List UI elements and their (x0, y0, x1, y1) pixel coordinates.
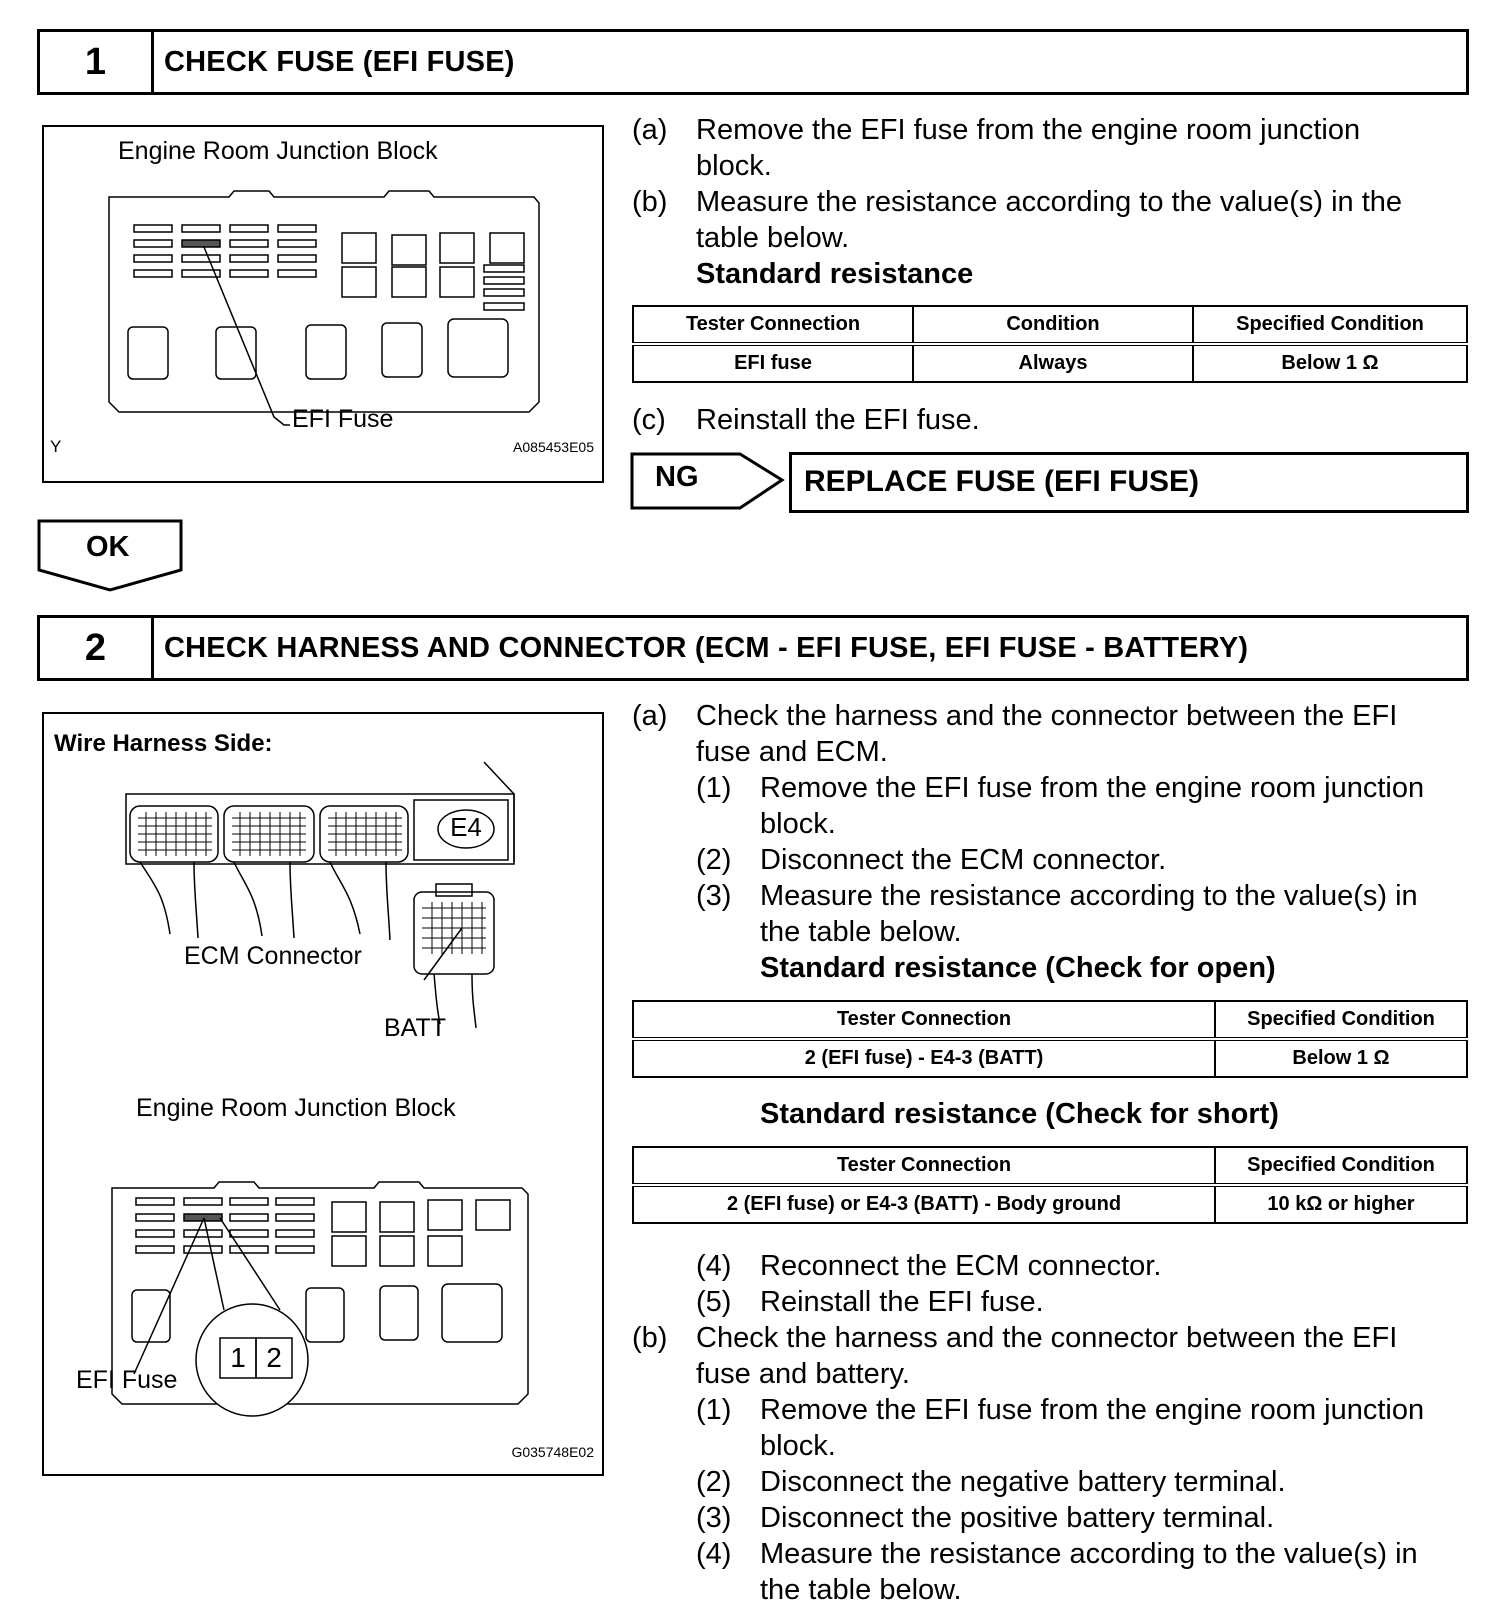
table-header: Tester Connection (633, 1001, 1215, 1039)
table-header: Tester Connection (633, 1147, 1215, 1185)
ng-label: NG (655, 461, 699, 493)
step2-b-sub-3: (3) Disconnect the positive battery terminal. (696, 1502, 1275, 1534)
figure-title: Engine Room Junction Block (118, 137, 438, 165)
ng-arrow (630, 452, 786, 512)
step2-b-sub-1: (1) Remove the EFI fuse from the engine room junction block. (696, 1394, 1425, 1462)
figure-corner-left: Y (50, 437, 62, 456)
table-cell: Always (913, 344, 1193, 382)
step-number: 1 (40, 32, 154, 92)
step2-a-sub-3: (3) Measure the resistance according to the value(s) in the table below. (696, 880, 1418, 948)
open-check-table (632, 1000, 1468, 1078)
wire-harness-heading: Wire Harness Side: (54, 730, 273, 757)
figure-code-2: G035748E02 (511, 1444, 594, 1460)
ng-action-text: REPLACE FUSE (EFI FUSE) (804, 465, 1200, 498)
short-check-heading: Standard resistance (Check for short) (760, 1098, 1279, 1130)
harness-figure (42, 712, 604, 1476)
table-cell: 2 (EFI fuse) or E4-3 (BATT) - Body ground (633, 1185, 1215, 1223)
table-header: Specified Condition (1193, 306, 1467, 344)
table-header: Tester Connection (633, 306, 913, 344)
step2-instruction-b: (b) Check the harness and the connector between the EFI fuse and battery. (632, 1322, 1398, 1390)
ecm-connector-label: ECM Connector (184, 942, 362, 970)
table-cell: 10 kΩ or higher (1215, 1185, 1467, 1223)
step-title: CHECK FUSE (EFI FUSE) (164, 45, 515, 78)
junction-block-diagram-2 (44, 714, 602, 1474)
pin-1-label: 1 (230, 1342, 246, 1373)
table-cell: Below 1 Ω (1193, 344, 1467, 382)
junction-block-title: Engine Room Junction Block (136, 1094, 456, 1122)
instruction-c: (c) Reinstall the EFI fuse. (632, 404, 980, 436)
efi-fuse-label: EFI Fuse (76, 1366, 178, 1394)
step2-b-sub-2: (2) Disconnect the negative battery terminal. (696, 1466, 1286, 1498)
open-check-heading: Standard resistance (Check for open) (760, 952, 1276, 984)
step2-a-sub-5: (5) Reinstall the EFI fuse. (696, 1286, 1044, 1318)
junction-block-figure (42, 125, 604, 483)
step-1-header (37, 29, 1469, 95)
step2-a-sub-2: (2) Disconnect the ECM connector. (696, 844, 1167, 876)
standard-resistance-heading: Standard resistance (696, 258, 974, 290)
step-number: 2 (40, 618, 154, 678)
figure-code: A085453E05 (513, 439, 594, 455)
step2-a-sub-4: (4) Reconnect the ECM connector. (696, 1250, 1162, 1282)
step2-b-sub-4: (4) Measure the resistance according to the value(s) in the table below. (696, 1538, 1418, 1606)
step2-a-sub-1: (1) Remove the EFI fuse from the engine room junction block. (696, 772, 1425, 840)
table-cell: EFI fuse (633, 344, 913, 382)
instruction-a: (a) Remove the EFI fuse from the engine room junction block. (632, 114, 1361, 182)
efi-fuse-callout: EFI Fuse (292, 405, 394, 433)
step1-resistance-table (632, 305, 1468, 383)
step-title: CHECK HARNESS AND CONNECTOR (ECM - EFI FUSE, EFI FUSE - BATTERY) (164, 631, 1249, 664)
table-header: Condition (913, 306, 1193, 344)
pin-2-label: 2 (266, 1342, 282, 1373)
table-header: Specified Condition (1215, 1147, 1467, 1185)
ng-action-box (789, 452, 1469, 513)
step2-instruction-a: (a) Check the harness and the connector between the EFI fuse and ECM. (632, 700, 1398, 768)
connector-e4-tag: E4 (450, 812, 482, 842)
table-cell: Below 1 Ω (1215, 1039, 1467, 1077)
instruction-b: (b) Measure the resistance according to the value(s) in the table below. (632, 186, 1403, 254)
short-check-table (632, 1146, 1468, 1224)
table-cell: 2 (EFI fuse) - E4-3 (BATT) (633, 1039, 1215, 1077)
step-2-header (37, 615, 1469, 681)
batt-label: BATT (384, 1014, 447, 1042)
ok-label: OK (86, 531, 130, 563)
table-header: Specified Condition (1215, 1001, 1467, 1039)
